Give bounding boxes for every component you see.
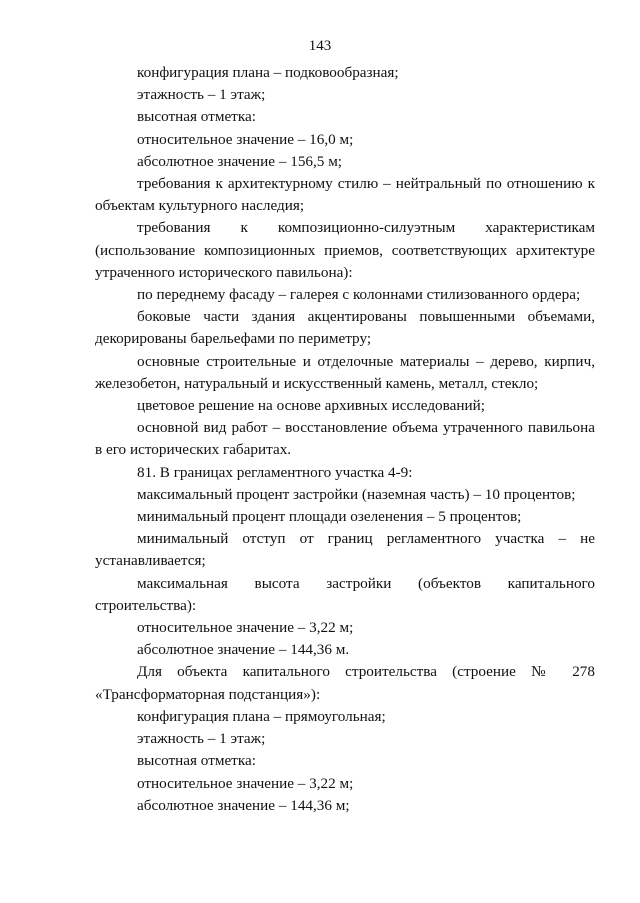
paragraph: требования к архитектурному стилю – нейтральный по отношению к объектам культурного наследия;: [95, 175, 595, 215]
paragraph: минимальный процент площади озеленения – 5 процентов;: [137, 508, 522, 526]
paragraph: конфигурация плана – подковообразная;: [137, 64, 399, 81]
paragraph: 81. В границах регламентного участка 4-9:: [137, 463, 413, 481]
paragraph: основные строительные и отделочные материалы – дерево, кирпич, железобетон, натуральный и искусственный камень, металл, стекло;: [95, 352, 595, 392]
paragraph: абсолютное значение – 144,36 м;: [137, 796, 350, 814]
paragraph: конфигурация плана – прямоугольная;: [137, 707, 386, 725]
paragraph: требования к композиционно-силуэтным характеристикам (использование композиционных приемов, соответствующих архитектуре утраченного исторического павильона):: [95, 219, 595, 281]
paragraph: абсолютное значение – 156,5 м;: [137, 152, 343, 170]
paragraph: минимальный отступ от границ регламентного участка – не устанавливается;: [95, 530, 595, 570]
paragraph: абсолютное значение – 144,36 м.: [137, 641, 350, 659]
paragraph: максимальная высота застройки (объектов капитального строительства):: [95, 574, 595, 614]
paragraph: высотная отметка:: [137, 108, 256, 126]
paragraph: относительное значение – 3,22 м;: [137, 774, 354, 792]
paragraph: этажность – 1 этаж;: [137, 730, 266, 748]
paragraph: Для объекта капитального строительства (строение № 278 «Трансформаторная подстанция»):: [95, 663, 595, 703]
paragraph: боковые части здания акцентированы повышенными объемами, декорированы барельефами по периметру;: [95, 308, 595, 348]
document-body: [95, 62, 595, 817]
paragraph: относительное значение – 3,22 м;: [137, 619, 354, 637]
paragraph: по переднему фасаду – галерея с колоннами стилизованного ордера;: [137, 286, 581, 304]
paragraph: основной вид работ – восстановление объема утраченного павильона в его исторических габаритах.: [95, 419, 595, 459]
paragraph: этажность – 1 этаж;: [137, 86, 266, 104]
paragraph: высотная отметка:: [137, 752, 256, 770]
paragraph: цветовое решение на основе архивных исследований;: [137, 397, 485, 415]
paragraph: максимальный процент застройки (наземная часть) – 10 процентов;: [137, 485, 576, 503]
page-number: 143: [308, 38, 332, 54]
paragraph: относительное значение – 16,0 м;: [137, 130, 354, 148]
